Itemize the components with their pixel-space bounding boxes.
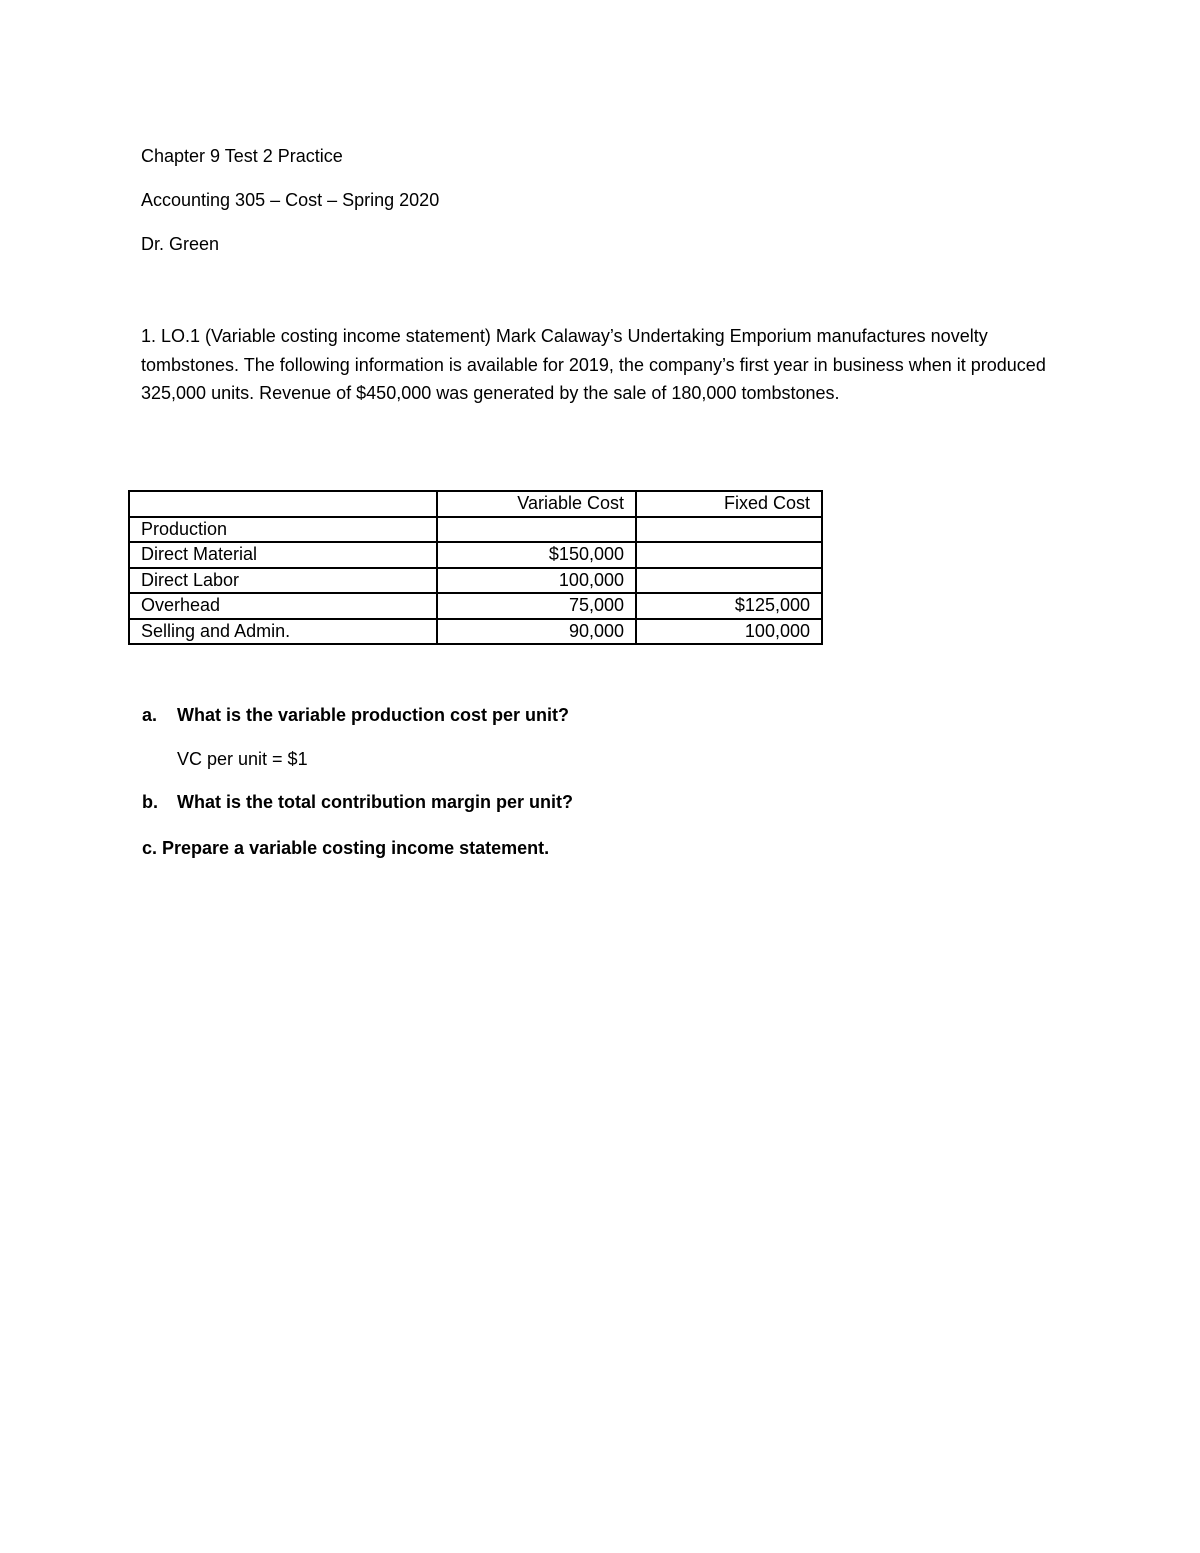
instructor-name: Dr. Green: [141, 234, 220, 254]
header-cell-label: [129, 491, 437, 517]
table-row: [129, 568, 822, 594]
header-cell-fixed-cost: Fixed Cost: [636, 491, 822, 517]
question-b-text: What is the total contribution margin per unit?: [177, 792, 573, 812]
table-header-row: [129, 491, 822, 517]
row-label: Selling and Admin.: [129, 619, 437, 645]
fixed-cost-cell: [636, 568, 822, 594]
course-name: Accounting 305 – Cost – Spring 2020: [141, 190, 440, 210]
answer-a: VC per unit = $1: [177, 749, 308, 769]
question-a: [142, 705, 569, 725]
row-label: Direct Material: [129, 542, 437, 568]
row-label: Production: [129, 517, 437, 543]
table-row: [129, 517, 822, 543]
cost-table: [128, 490, 823, 645]
question-a-marker: a.: [142, 705, 158, 725]
document-title: Chapter 9 Test 2 Practice: [141, 146, 343, 166]
header-cell-variable-cost: Variable Cost: [437, 491, 636, 517]
variable-cost-cell: 100,000: [437, 568, 636, 594]
variable-cost-cell: 75,000: [437, 593, 636, 619]
problem-statement: 1. LO.1 (Variable costing income statement) Mark Calaway’s Undertaking Emporium manufactures novelty tombstones. The following information is available for 2019, the company’s first year in business when it produced 325,000 units. Revenue of $450,000 was generated by the sale of 180,000 tombstones.: [141, 326, 1046, 403]
table-row: [129, 593, 822, 619]
variable-cost-cell: 90,000: [437, 619, 636, 645]
table-row: [129, 542, 822, 568]
question-b-marker: b.: [142, 792, 158, 812]
question-b: [142, 792, 573, 812]
fixed-cost-cell: $125,000: [636, 593, 822, 619]
variable-cost-cell: $150,000: [437, 542, 636, 568]
question-a-text: What is the variable production cost per unit?: [177, 705, 570, 725]
fixed-cost-cell: 100,000: [636, 619, 822, 645]
question-c: c. Prepare a variable costing income statement.: [142, 838, 550, 858]
fixed-cost-cell: [636, 542, 822, 568]
row-label: Direct Labor: [129, 568, 437, 594]
table-row: [129, 619, 822, 645]
fixed-cost-cell: [636, 517, 822, 543]
variable-cost-cell: [437, 517, 636, 543]
row-label: Overhead: [129, 593, 437, 619]
